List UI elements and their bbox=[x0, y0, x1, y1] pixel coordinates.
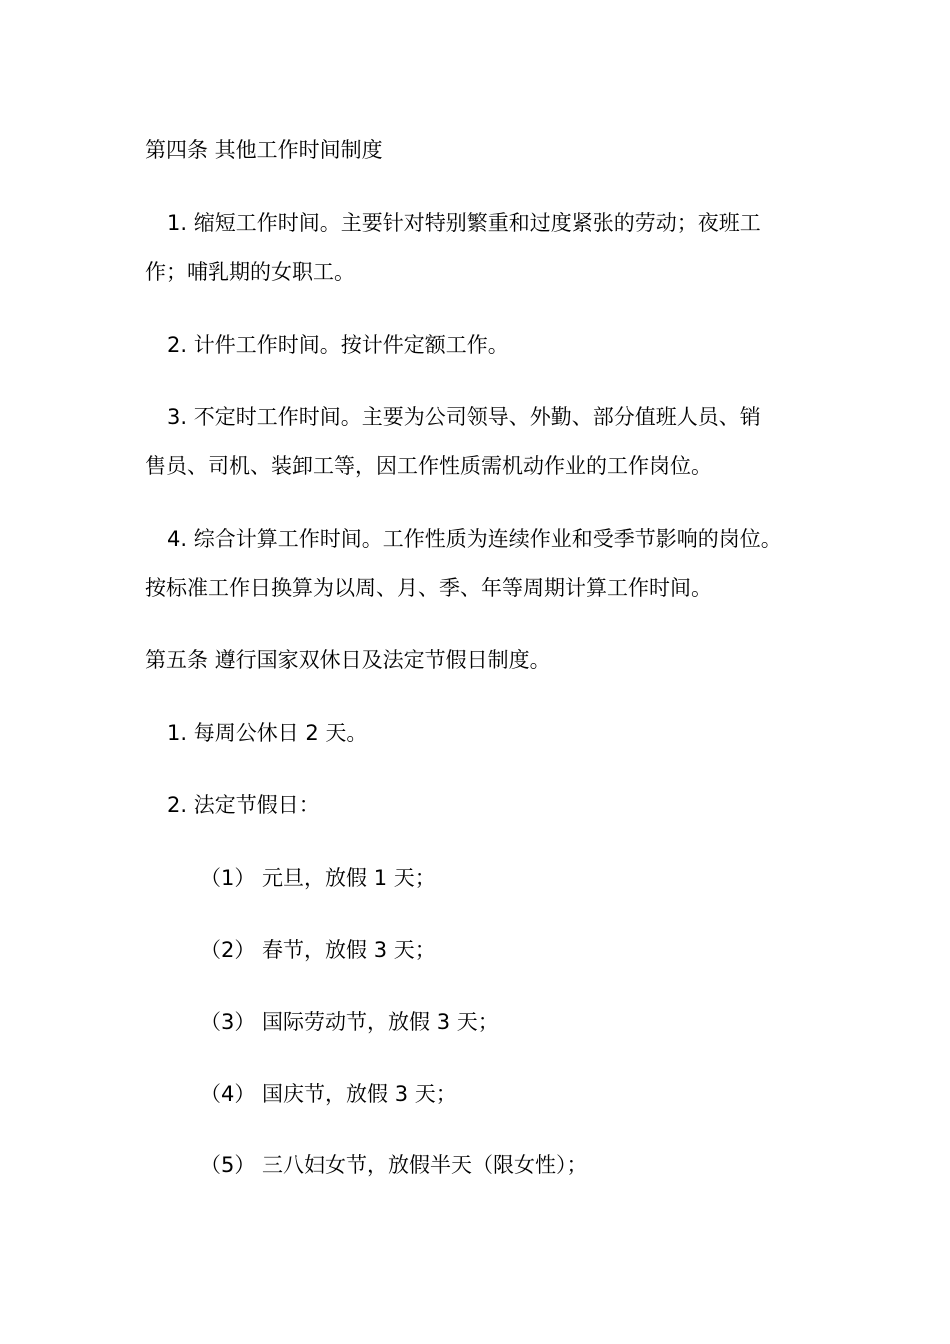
article4-item-4-line1: 4. 综合计算工作时间。工作性质为连续作业和受季节影响的岗位。 bbox=[167, 527, 782, 551]
holiday-item: （4） 国庆节，放假 3 天； bbox=[200, 1082, 457, 1106]
article5-heading: 第五条 遵行国家双休日及法定节假日制度。 bbox=[145, 648, 551, 672]
article5-item-2: 2. 法定节假日： bbox=[167, 793, 320, 817]
article4-item-3-line1: 3. 不定时工作时间。主要为公司领导、外勤、部分值班人员、销 bbox=[167, 405, 761, 429]
holiday-item: （5） 三八妇女节，放假半天（限女性）； bbox=[200, 1153, 588, 1177]
article4-item-1-line1: 1. 缩短工作时间。主要针对特别繁重和过度紧张的劳动；夜班工 bbox=[167, 211, 761, 235]
holiday-item: （2） 春节，放假 3 天； bbox=[200, 938, 436, 962]
holiday-item: （1） 元旦，放假 1 天； bbox=[200, 866, 436, 890]
article4-heading: 第四条 其他工作时间制度 bbox=[145, 138, 383, 162]
article4-item-4-line2: 按标准工作日换算为以周、月、季、年等周期计算工作时间。 bbox=[145, 576, 712, 600]
article4-item-3-line2: 售员、司机、装卸工等，因工作性质需机动作业的工作岗位。 bbox=[145, 454, 712, 478]
holiday-item: （3） 国际劳动节，放假 3 天； bbox=[200, 1010, 499, 1034]
article4-item-1-line2: 作；哺乳期的女职工。 bbox=[145, 260, 355, 284]
article4-item-2: 2. 计件工作时间。按计件定额工作。 bbox=[167, 333, 509, 357]
article5-item-1: 1. 每周公休日 2 天。 bbox=[167, 721, 368, 745]
